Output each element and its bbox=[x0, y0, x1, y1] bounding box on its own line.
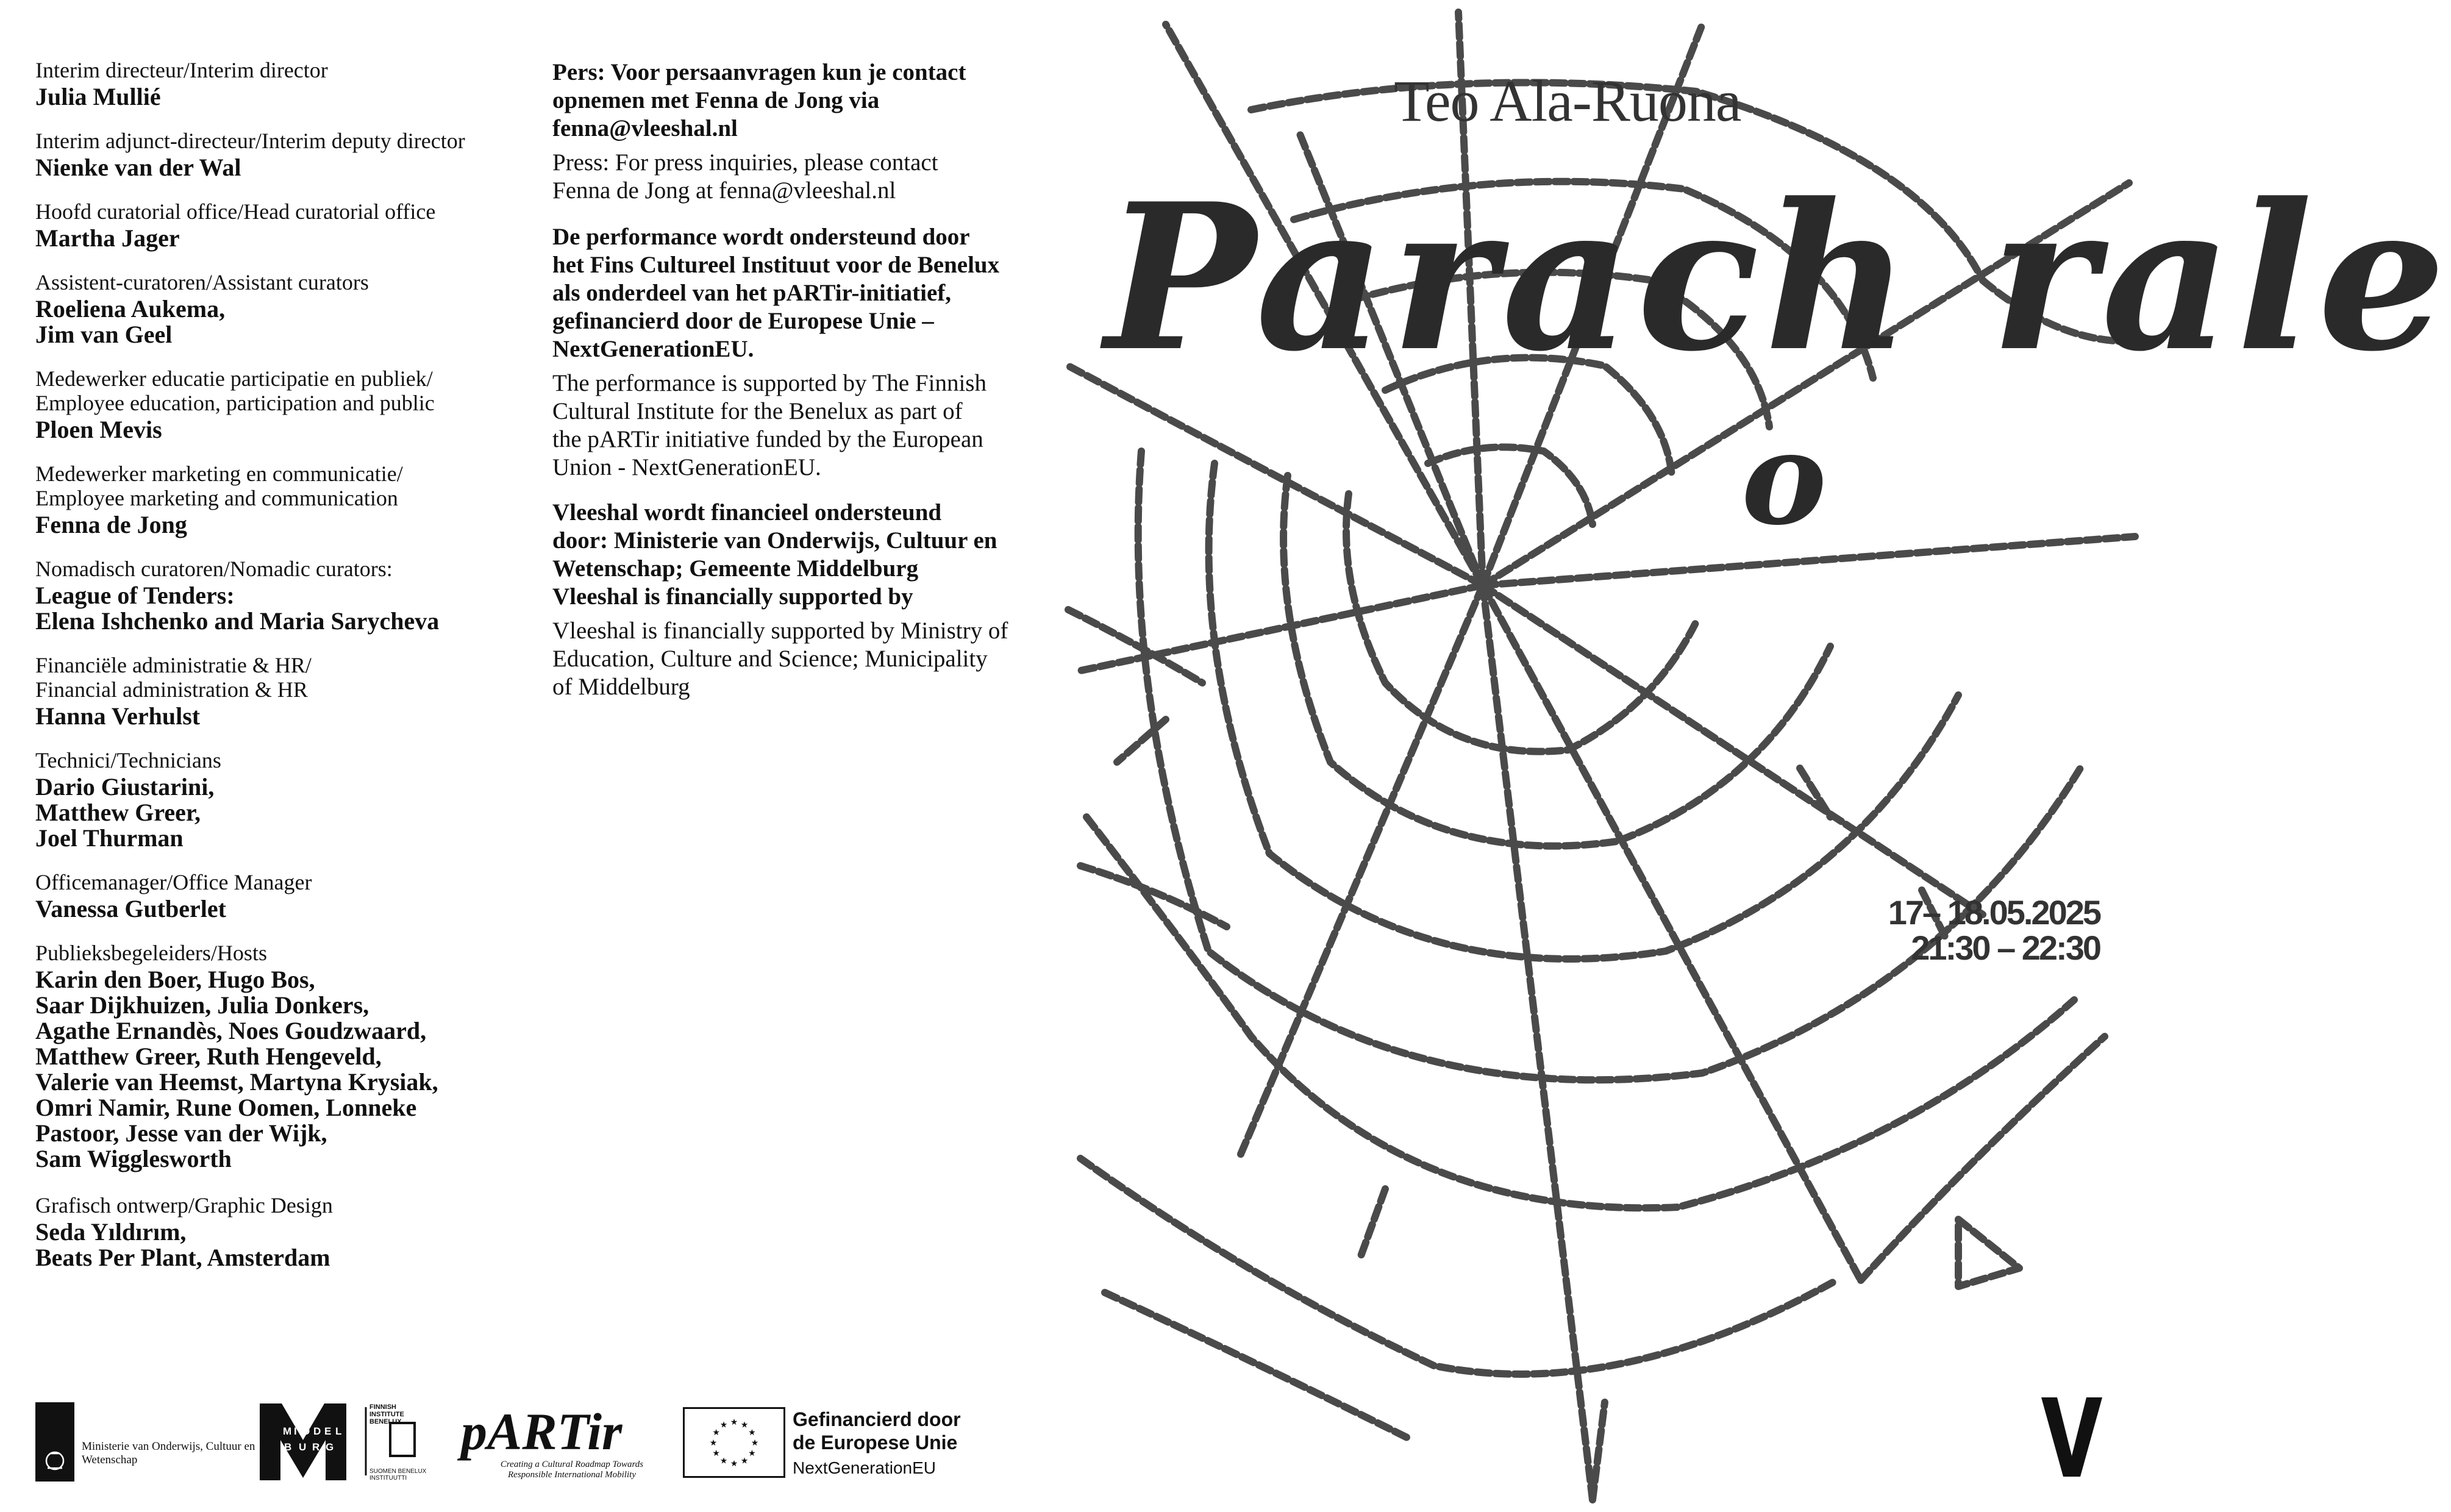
ministry-emblem-bar bbox=[35, 1402, 74, 1482]
credit-name: Karin den Boer, Hugo Bos, bbox=[35, 966, 315, 993]
credit-name: Jim van Geel bbox=[35, 321, 173, 348]
credit-role: Financiële administratie & HR/ bbox=[35, 653, 312, 677]
credit-name: Agathe Ernandès, Noes Goudzwaard, bbox=[35, 1017, 427, 1044]
eu-star-icon: ★ bbox=[740, 1421, 749, 1430]
credit-name: Omri Namir, Rune Oomen, Lonneke bbox=[35, 1094, 417, 1121]
credit-name: Sam Wigglesworth bbox=[35, 1145, 232, 1172]
credit-name: Saar Dijkhuizen, Julia Donkers, bbox=[35, 991, 369, 1019]
event-date: 17– 18.05.2025 bbox=[1888, 893, 2100, 932]
middelburg-wordmark: M I D D E L B U R G bbox=[283, 1425, 342, 1453]
credit-role: Hoofd curatorial office/Head curatorial office bbox=[35, 199, 436, 224]
credit-role: Interim directeur/Interim director bbox=[35, 58, 328, 82]
credit-name: Elena Ishchenko and Maria Sarycheva bbox=[35, 607, 440, 635]
credit-role: Nomadisch curatoren/Nomadic curators: bbox=[35, 557, 393, 581]
event-dates bbox=[1888, 895, 2100, 966]
credit-name: Seda Yıldırım, bbox=[35, 1218, 187, 1246]
credit-role: Officemanager/Office Manager bbox=[35, 870, 312, 894]
vleeshal-logo bbox=[2041, 1397, 2102, 1477]
eu-star-icon: ★ bbox=[751, 1439, 759, 1448]
artist-name: Teo Ala-Ruona bbox=[1394, 68, 1741, 134]
credit-name: League of Tenders: bbox=[35, 582, 235, 609]
credit-name: Matthew Greer, bbox=[35, 799, 201, 826]
eu-funded-line-1: Gefinancierd door bbox=[793, 1408, 961, 1430]
credit-name: Vanessa Gutberlet bbox=[35, 895, 226, 922]
press-dutch: Pers: Voor persaanvragen kun je contact opnemen met Fenna de Jong via fenna@vleeshal.nl bbox=[552, 59, 966, 141]
credit-role: Grafisch ontwerp/Graphic Design bbox=[35, 1193, 333, 1218]
event-time: 21:30 – 22:30 bbox=[1911, 929, 2100, 967]
partir-wordmark: pARTir bbox=[461, 1402, 623, 1461]
crest-icon bbox=[35, 1402, 74, 1482]
credit-role: Technici/Technicians bbox=[35, 748, 221, 772]
eu-stars-icon bbox=[685, 1409, 783, 1476]
eu-flag-icon bbox=[683, 1407, 785, 1478]
finnish-institute-name: FINNISH INSTITUTE BENELUX bbox=[369, 1403, 404, 1425]
credit-role: Medewerker marketing en communicatie/ bbox=[35, 462, 403, 486]
middelburg-logo bbox=[260, 1403, 346, 1480]
credit-name: Roeliena Aukema, bbox=[35, 295, 226, 323]
finnish-institute-logo bbox=[363, 1402, 432, 1480]
credit-name: Beats Per Plant, Amsterdam bbox=[35, 1244, 330, 1271]
credit-role: Financial administration & HR bbox=[35, 677, 308, 702]
partir-tagline: Creating a Cultural Roadmap Towards Responsible International Mobility bbox=[500, 1460, 644, 1480]
eu-star-icon: ★ bbox=[709, 1439, 718, 1448]
support-english: The performance is supported by The Finnish Cultural Institute for the Benelux as part of the pARTir initiative funded by the European Union - NextGenerationEU. bbox=[552, 370, 986, 480]
eu-star-icon: ★ bbox=[748, 1449, 756, 1458]
credit-role: Medewerker educatie participatie en publiek/ bbox=[35, 366, 433, 391]
performance-title: Parach rale bbox=[1105, 159, 2451, 396]
vleeshal-v-icon bbox=[2041, 1397, 2102, 1477]
support-dutch: De performance wordt ondersteund door het Fins Cultureel Instituut voor de Benelux als onderdeel van het pARTir-initiatief, gefinancierd door de Europese Unie – NextGenerationEU. bbox=[552, 224, 1000, 362]
credit-role: Employee education, participation and public bbox=[35, 391, 435, 415]
cover-panel bbox=[1068, 0, 2451, 1512]
credit-name: Martha Jager bbox=[35, 224, 180, 252]
credit-role: Interim adjunct-directeur/Interim deputy director bbox=[35, 129, 465, 153]
eu-star-icon: ★ bbox=[712, 1428, 720, 1438]
credit-role: Employee marketing and communication bbox=[35, 486, 398, 510]
performance-title-descender: o bbox=[1741, 403, 1827, 554]
eu-star-icon: ★ bbox=[740, 1457, 749, 1466]
credit-role: Assistent-curatoren/Assistant curators bbox=[35, 270, 369, 294]
credit-name: Hanna Verhulst bbox=[35, 702, 201, 730]
credit-role: Publieksbegeleiders/Hosts bbox=[35, 941, 267, 965]
eu-program-name: NextGenerationEU bbox=[793, 1458, 937, 1477]
funding-dutch: Vleeshal wordt financieel ondersteund door: Ministerie van Onderwijs, Cultuur en Wetenschap; Gemeente Middelburg Vleeshal is financially supported by bbox=[552, 499, 997, 610]
eu-star-icon: ★ bbox=[748, 1428, 756, 1438]
credit-name: Fenna de Jong bbox=[35, 511, 187, 538]
ministry-logo bbox=[35, 1402, 267, 1482]
credit-name: Ploen Mevis bbox=[35, 416, 162, 443]
credit-name: Dario Giustarini, bbox=[35, 773, 215, 801]
eu-star-icon: ★ bbox=[719, 1457, 728, 1466]
press-english: Press: For press inquiries, please contact Fenna de Jong at fenna@vleeshal.nl bbox=[552, 149, 938, 204]
finnish-institute-name-fi: SUOMEN BENELUX INSTITUUTTI bbox=[369, 1468, 427, 1482]
ministry-name: Ministerie van Onderwijs, Cultuur en Wetenschap bbox=[82, 1440, 255, 1466]
eu-star-icon: ★ bbox=[730, 1418, 738, 1427]
eu-funding-logo bbox=[683, 1407, 969, 1480]
credit-name: Julia Mullié bbox=[35, 83, 161, 110]
eu-star-icon: ★ bbox=[712, 1449, 720, 1458]
eu-funded-line-2: de Europese Unie bbox=[793, 1432, 958, 1453]
funding-english: Vleeshal is financially supported by Ministry of Education, Culture and Science; Municipality of Middelburg bbox=[552, 618, 1008, 700]
credit-name: Joel Thurman bbox=[35, 824, 184, 852]
eu-star-icon: ★ bbox=[730, 1460, 738, 1469]
partir-logo bbox=[461, 1402, 662, 1482]
credit-name: Pastoor, Jesse van der Wijk, bbox=[35, 1119, 327, 1147]
credit-name: Matthew Greer, Ruth Hengeveld, bbox=[35, 1043, 382, 1070]
eu-star-icon: ★ bbox=[719, 1421, 728, 1430]
credit-name: Nienke van der Wal bbox=[35, 154, 241, 181]
credit-name: Valerie van Heemst, Martyna Krysiak, bbox=[35, 1068, 438, 1096]
